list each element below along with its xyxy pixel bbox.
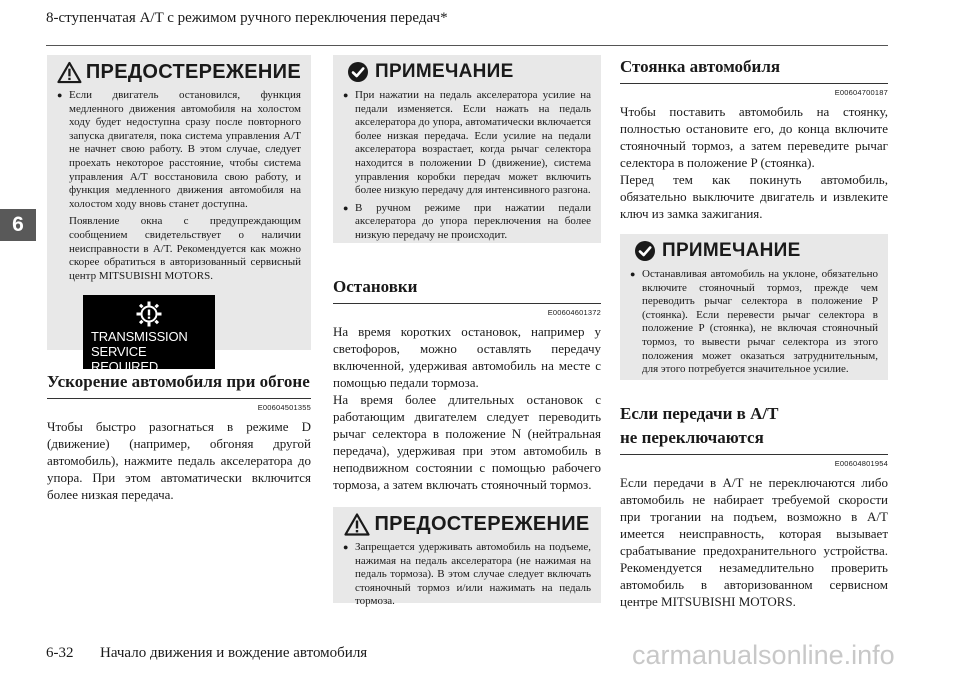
section-code: E00604501355 [257, 403, 311, 412]
display-line-2: SERVICE REQUIRED [91, 344, 159, 375]
warning-triangle-icon [344, 513, 370, 536]
section-title: Ускорение автомобиля при обгоне [47, 372, 310, 391]
header-title: 8-ступенчатая A/T с режимом ручного переключения передач* [46, 10, 448, 26]
note-check-icon [634, 240, 656, 262]
note-check-icon [347, 61, 369, 83]
note-heading [630, 234, 878, 268]
watermark: carmanualsonline.info [632, 640, 895, 670]
note-box [333, 55, 601, 243]
warning-heading-text: ПРЕДОСТЕРЕЖЕНИЕ [374, 512, 590, 535]
note-bullet-2 [343, 202, 591, 243]
bullet-dot-icon: ● [57, 90, 63, 100]
bullet-dot-icon: ● [630, 269, 636, 279]
section-rule [620, 454, 888, 455]
header-rule [46, 45, 888, 46]
section-title-line-1: Если передачи в A/T [620, 404, 779, 423]
section-rule [333, 303, 601, 304]
section-code: E00604700187 [834, 88, 888, 97]
section-rule [620, 83, 888, 84]
section-rule [47, 398, 311, 399]
footer-title: Начало движения и вождение автомобиля [100, 645, 368, 661]
warning-bullet-text: Если двигатель остановился, функция медленного движения автомобиля на холостом ходу будет недоступна сразу после повторного запуска двигателя, пока система управления A/T не начнет свою работу. В этом случае, следует проехать некоторое расстояние, чтобы система управления A/T восстановила свою работу, и функция медленного движения автомобиля на холостом ходу вновь станет доступна. [69, 89, 301, 210]
warning-heading [343, 507, 591, 541]
warning-bullet [343, 541, 591, 609]
chapter-tab: 6 [0, 209, 36, 241]
display-line-1: TRANSMISSION [91, 329, 188, 345]
section-overtaking [47, 370, 311, 503]
warning-bullet-text: Запрещается удерживать автомобиль на подъеме, нажимая на педаль акселератора (не нажимая на педаль тормоза). В этом случае следует включать стояночный тормоз и/или нажимать на педаль тормоза. [355, 541, 591, 608]
bullet-dot-icon: ● [343, 542, 349, 552]
note-bullet-1 [343, 89, 591, 198]
note-bullet-text: В ручном режиме при нажатии педали акселератора до упора переключения на более низкую передачу не происходит. [355, 201, 591, 241]
note-heading-text: ПРИМЕЧАНИЕ [375, 61, 514, 82]
note-heading [343, 55, 591, 89]
note-bullet-text: Останавливая автомобиль на уклоне, обязательно включите стояночный тормоз, прежде чем переводить рычаг селектора в положение P (стоянка). Если перевести рычаг селектора в положение P (стоянка), не включая стояночный тормоз, то вывести рычаг селектора из этого положения может оказаться затруднительным, для этого потребуется значительное усилие. [642, 268, 878, 376]
column-middle [333, 55, 601, 608]
warning-heading [57, 55, 301, 89]
bullet-dot-icon: ● [343, 202, 349, 213]
transmission-display-image [83, 295, 215, 375]
section-title: Стоянка автомобиля [620, 57, 781, 76]
note-bullet [630, 268, 878, 377]
section-title-line-2: не переключаются [620, 428, 764, 447]
warning-bullet [57, 89, 301, 211]
note-heading-text: ПРИМЕЧАНИЕ [662, 240, 801, 261]
section-title: Остановки [333, 277, 418, 296]
column-right [620, 55, 888, 610]
section-parking [620, 55, 888, 222]
warning-box [47, 55, 311, 375]
section-stops [333, 275, 601, 493]
section-text: На время коротких остановок, например у светофоров, можно оставлять передачу включенной, удерживая автомобиль на месте с помощью педали тормоза. На время более длительных остановок с работающим двигателем следует переводить рычаг селектора в положение N (нейтральная передача), удерживая при этом автомобиль в неподвижном состоянии с помощью рабочего тормоза, а затем включать стояночный тормоз. [333, 324, 601, 492]
warning-triangle-icon [57, 61, 82, 84]
section-text: Чтобы поставить автомобиль на стоянку, полностью остановите его, до конца включите стояночный тормоз, а затем переведите рычаг селектора в положение P (стоянка). Перед тем как покинуть автомобиль, обязательно выключите двигатель и извлеките ключ из замка зажигания. [620, 104, 888, 221]
section-no-shift [620, 402, 888, 610]
section-code: E00604801954 [834, 459, 888, 468]
warning-paragraph: Появление окна с предупреждающим сообщением свидетельствует о наличии неисправности в A/T. Рекомендуется как можно скорее обратиться в авторизованный сервисный центр MITSUBISHI MOTORS. [69, 215, 301, 282]
section-code: E00604601372 [547, 308, 601, 317]
bullet-dot-icon: ● [343, 90, 349, 100]
section-text: Чтобы быстро разогнаться в режиме D (движение) (например, обгоняя другой автомобиль), нажмите педаль акселератора до упора. При этом автоматически включится более низкая передача. [47, 419, 311, 502]
column-left [47, 55, 311, 503]
gear-exclamation-icon [136, 301, 162, 327]
note-bullet-text: При нажатии на педаль акселератора усилие на педали изменяется. Если нажать на педаль акселератора до упора, автоматически включается более низкая передача. Если усилие на педали акселератора возрастает, когда рычаг селектора находится в положении D (движение), система управления коробки передач может включить более низкую передачу для интенсивного разгона. [355, 89, 591, 197]
footer-page-number: 6-32 [46, 645, 74, 661]
note-box [620, 234, 888, 380]
warning-heading-text: ПРЕДОСТЕРЕЖЕНИЕ [85, 60, 301, 83]
section-text: Если передачи в A/T не переключаются либо автомобиль не набирает требуемой скорости при трогании на подъем, возможно в A/T имеется неисправность, которая вызывает срабатывание предохранительного устройства. Рекомендуется незамедлительно проверить автомобиль в авторизованном сервисном центре MITSUBISHI MOTORS. [620, 475, 888, 609]
warning-box [333, 507, 601, 608]
